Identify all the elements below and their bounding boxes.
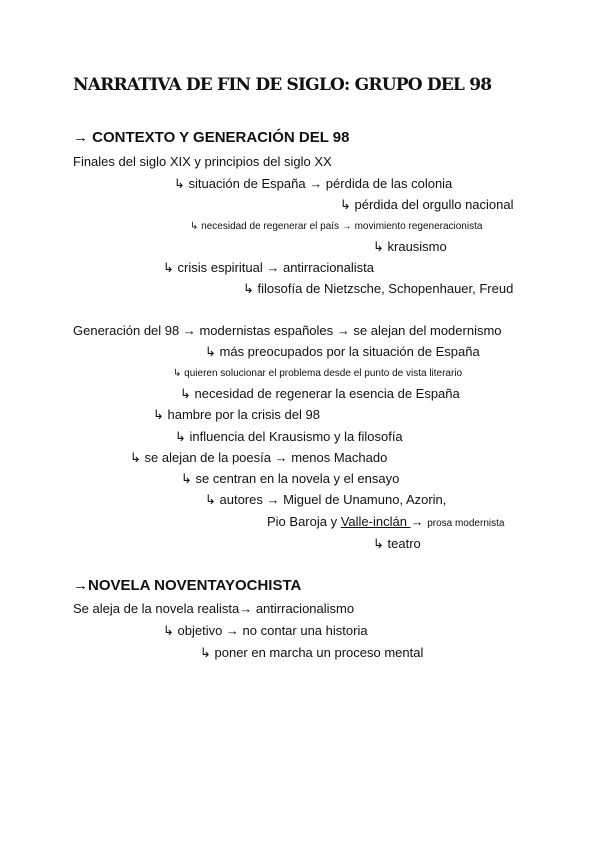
note-line: ↳ necesidad de regenerar el país → movimiento regeneracionista	[190, 221, 483, 232]
note-line: ↳ necesidad de regenerar la esencia de España	[180, 386, 460, 401]
note-line: ↳ krausismo	[373, 239, 447, 254]
note-line: ↳ crisis espiritual → antirracionalista	[163, 260, 375, 275]
document-title: NARRATIVA DE FIN DE SIGLO: GRUPO DEL 98	[73, 75, 492, 95]
note-line: ↳ se centran en la novela y el ensayo	[181, 471, 400, 486]
note-line: ↳ teatro	[373, 536, 421, 551]
note-line: ↳ más preocupados por la situación de España	[205, 344, 480, 359]
note-line: ↳ objetivo → no contar una historia	[163, 623, 368, 638]
note-line: ↳ quieren solucionar el problema desde el punto de vista literario	[173, 368, 463, 379]
authors-line	[267, 513, 504, 533]
note-line: Se aleja de la novela realista→ antirracionalismo	[73, 601, 355, 616]
note-line: Generación del 98 → modernistas españoles → se alejan del modernismo	[73, 323, 502, 338]
section-heading-contexto: → CONTEXTO Y GENERACIÓN DEL 98	[73, 129, 350, 146]
note-line: ↳ se alejan de la poesía → menos Machado	[130, 450, 388, 465]
note-line: Finales del siglo XIX y principios del siglo XX	[73, 154, 332, 169]
note-line: ↳ hambre por la crisis del 98	[153, 407, 320, 422]
authors-prefix: Pio Baroja y	[267, 514, 341, 529]
note-line: ↳ autores → Miguel de Unamuno, Azorin,	[205, 492, 447, 507]
note-line: ↳ situación de España → pérdida de las colonia	[174, 176, 453, 191]
note-line: ↳ poner en marcha un proceso mental	[200, 645, 424, 660]
note-line: ↳ filosofía de Nietzsche, Schopenhauer, Freud	[243, 281, 514, 296]
arrow: →	[410, 514, 428, 529]
section-heading-novela: →NOVELA NOVENTAYOCHISTA	[73, 577, 302, 594]
underlined-author: Valle-inclán	[340, 514, 411, 529]
authors-note: prosa modernista	[427, 518, 505, 529]
note-line: ↳ pérdida del orgullo nacional	[340, 197, 514, 212]
note-line: ↳ influencia del Krausismo y la filosofía	[175, 429, 403, 444]
